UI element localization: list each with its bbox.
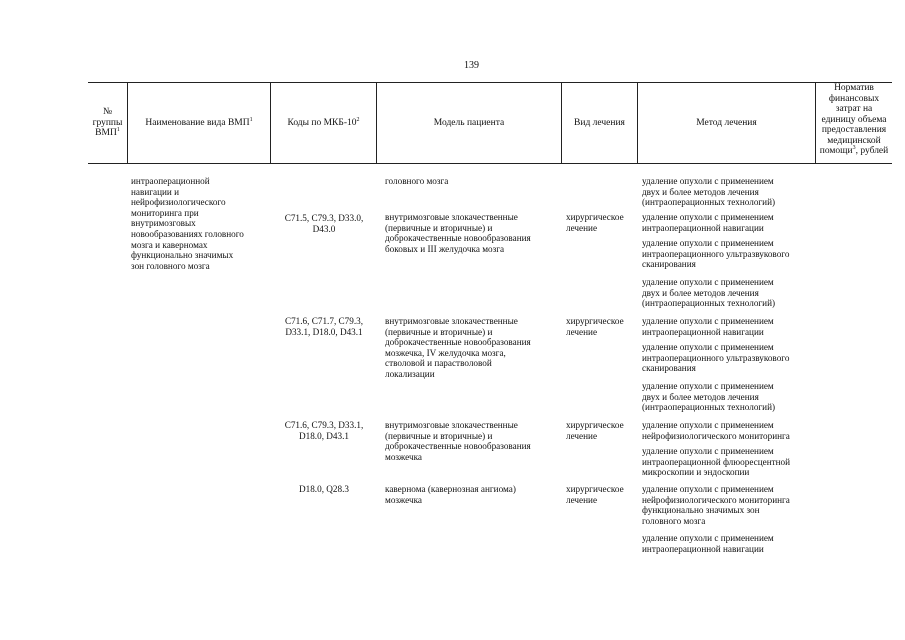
header-vmp-name: Наименование вида ВМП$^1$: [145, 116, 253, 128]
treatment-method-cell: удаление опухоли с применением интраоперационной флюоресцентной микроскопии и эндоскопии: [642, 446, 791, 478]
header-patient-model: Модель пациента: [433, 118, 505, 128]
treatment-method-cell: удаление опухоли с применением двух и более методов лечения (интраоперационных технологий): [642, 176, 776, 208]
icd-codes-cell: C71.5, C79.3, D33.0, D43.0: [284, 213, 364, 234]
treatment-method-cell: удаление опухоли с применением интраоперационного ультразвукового сканирования: [642, 238, 790, 270]
treatment-type-cell: хирургическое лечение: [566, 212, 624, 233]
patient-model-cell: кавернома (кавернозная ангиома) мозжечка: [385, 484, 516, 505]
table-top-border: [88, 82, 892, 83]
treatment-type-cell: хирургическое лечение: [566, 316, 624, 337]
treatment-method-cell: удаление опухоли с применением интраоперационного ультразвукового сканирования: [642, 342, 790, 374]
patient-model-cell: внутримозговые злокачественные (первичные и вторичные) и доброкачественные новообразования боковых и III желудочка мозга: [385, 212, 531, 254]
header-icd-codes: Коды по МКБ-$10^2$: [287, 116, 360, 128]
treatment-method-cell: удаление опухоли с применением интраоперационной навигации: [642, 533, 774, 554]
icd-codes-cell: C71.6, C79.3, D33.1, D18.0, D43.1: [284, 420, 364, 441]
treatment-method-cell: удаление опухоли с применением интраоперационной навигации: [642, 316, 774, 337]
header-group-number: № группы ВМП$^1$: [92, 107, 123, 138]
patient-model-cell: внутримозговые злокачественные (первичные и вторичные) и доброкачественные новообразования мозжечка: [385, 420, 531, 462]
header-treatment-method: Метод лечения: [696, 118, 757, 128]
treatment-type-cell: хирургическое лечение: [566, 484, 624, 505]
treatment-method-cell: удаление опухоли с применением интраоперационной навигации: [642, 212, 774, 233]
vmp-name-cell: интраоперационной навигации и нейрофизиологического мониторинга при внутримозговых новообразованиях головного мозга и каверномах функционально значимых зон головного мозга: [131, 176, 244, 271]
page-number: 139: [464, 60, 479, 71]
icd-codes-cell: C71.6, C71.7, C79.3, D33.1, D18.0, D43.1: [284, 316, 364, 337]
treatment-method-cell: удаление опухоли с применением нейрофизиологического мониторинга функционально значимых зон головного мозга: [642, 484, 790, 526]
treatment-method-cell: удаление опухоли с применением нейрофизиологического мониторинга: [642, 420, 790, 441]
table-header-border: [88, 163, 892, 164]
header-treatment-type: Вид лечения: [574, 118, 625, 128]
treatment-method-cell: удаление опухоли с применением двух и более методов лечения (интраоперационных технологий): [642, 277, 776, 309]
treatment-type-cell: хирургическое лечение: [566, 420, 624, 441]
icd-codes-cell: D18.0, Q28.3: [298, 484, 350, 494]
patient-model-cell: головного мозга: [385, 176, 449, 186]
header-cost-norm: Норматив финансовых затрат на единицу объема предоставления медицинской помощи$^3$, рублей: [819, 83, 889, 156]
patient-model-cell: внутримозговые злокачественные (первичные и вторичные) и доброкачественные новообразования мозжечка, IV желудочка мозга, стволовой и парастволовой локализации: [385, 316, 531, 379]
treatment-method-cell: удаление опухоли с применением двух и более методов лечения (интраоперационных технологий): [642, 381, 776, 413]
